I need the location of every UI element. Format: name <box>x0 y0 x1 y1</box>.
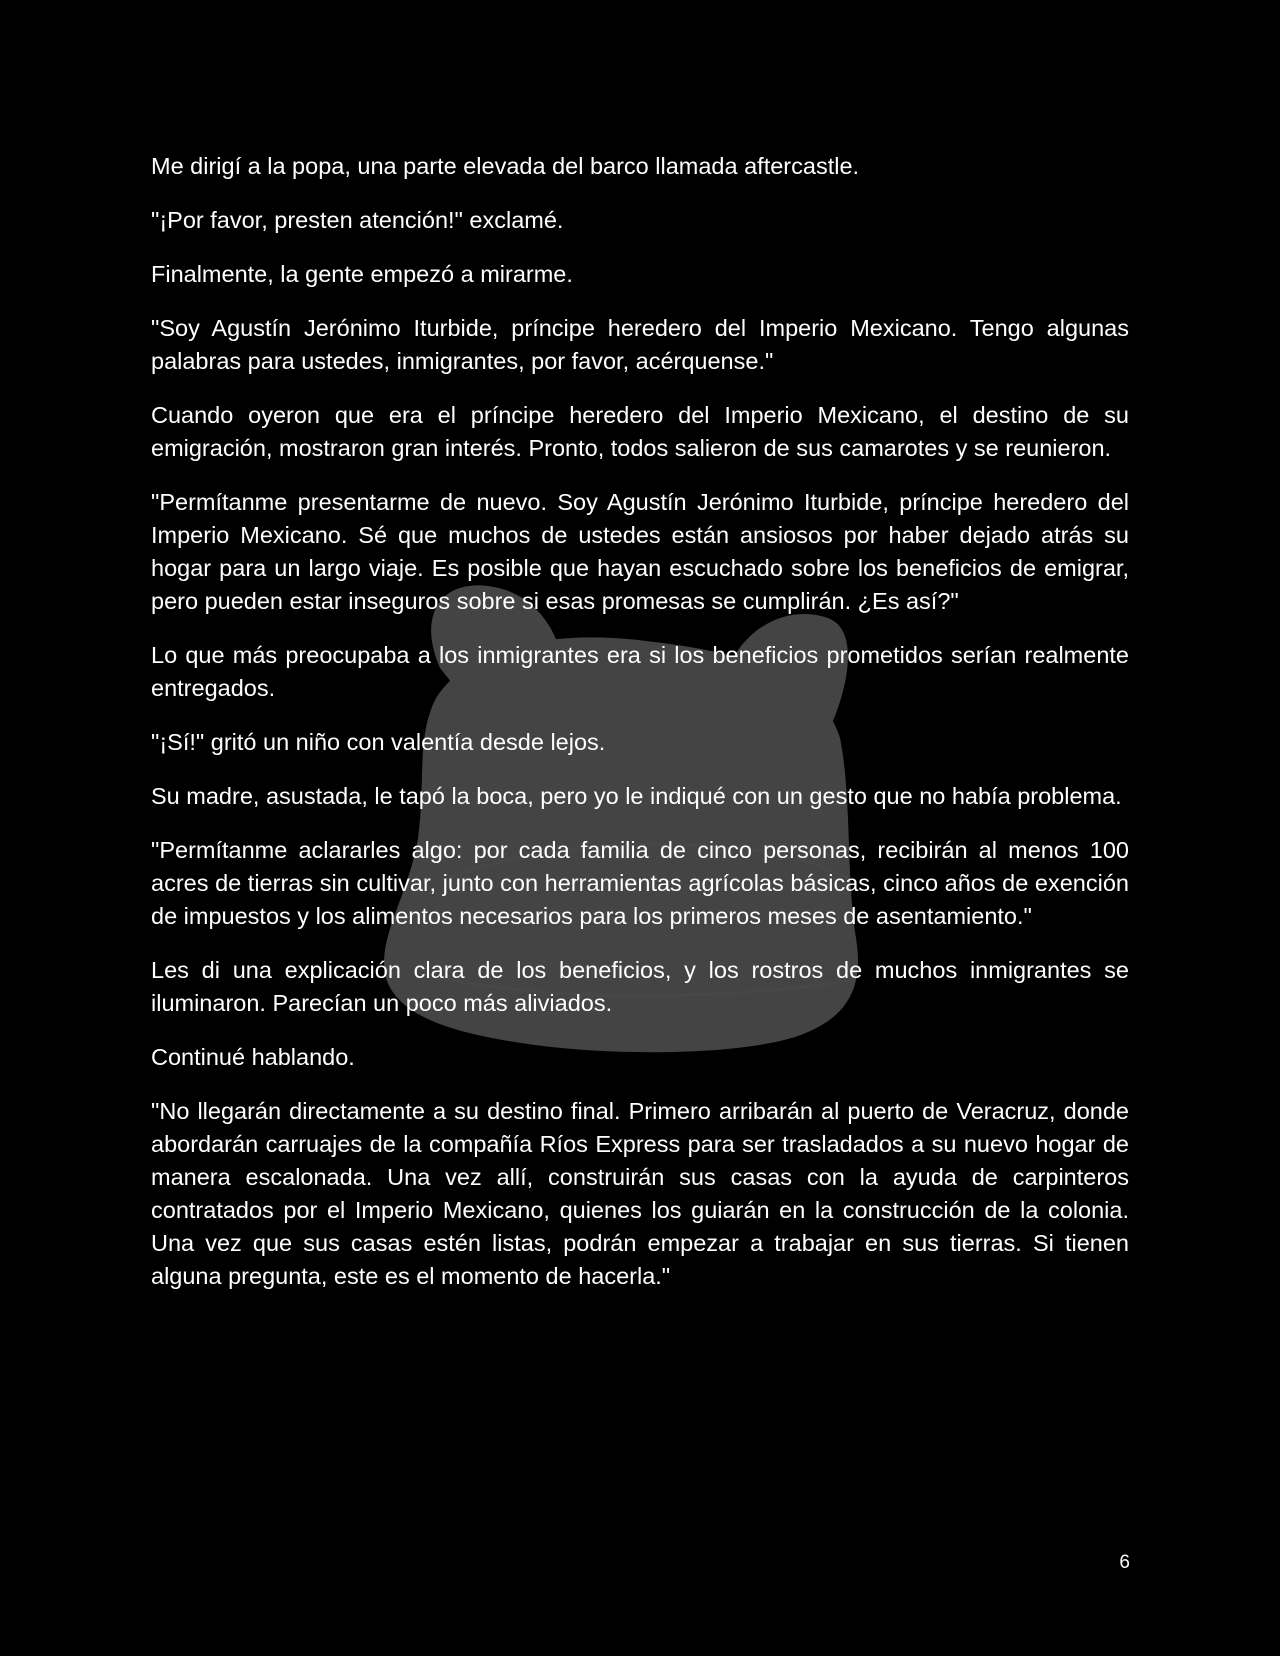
page-number: 6 <box>1119 1552 1130 1573</box>
paragraph: "Permítanme presentarme de nuevo. Soy Agustín Jerónimo Iturbide, príncipe heredero del Imperio Mexicano. Sé que muchos de ustedes están ansiosos por haber dejado atrás su hogar para un largo viaje. Es posible que hayan escuchado sobre los beneficios de emigrar, pero pueden estar inseguros sobre si esas promesas se cumplirán. ¿Es así?" <box>151 489 1129 614</box>
paragraph: "No llegarán directamente a su destino final. Primero arribarán al puerto de Veracruz, donde abordarán carruajes de la compañía Ríos Express para ser trasladados a su nuevo hogar de manera escalonada. Una vez allí, construirán sus casas con la ayuda de carpinteros contratados por el Imperio Mexicano, quienes los guiarán en la construcción de la colonia. Una vez que sus casas estén listas, podrán empezar a trabajar en sus tierras. Si tienen alguna pregunta, este es el momento de hacerla." <box>151 1098 1129 1289</box>
paragraph: "¡Sí!" gritó un niño con valentía desde lejos. <box>151 729 606 755</box>
paragraph: Lo que más preocupaba a los inmigrantes era si los beneficios prometidos serían realmente entregados. <box>151 642 1129 701</box>
paragraph: "Soy Agustín Jerónimo Iturbide, príncipe heredero del Imperio Mexicano. Tengo algunas palabras para ustedes, inmigrantes, por favor, acérquense." <box>151 315 1129 374</box>
paragraph: Continué hablando. <box>151 1044 355 1070</box>
paragraph: Su madre, asustada, le tapó la boca, pero yo le indiqué con un gesto que no había problema. <box>151 783 1122 809</box>
body-text <box>151 150 1129 1314</box>
paragraph: "Permítanme aclararles algo: por cada familia de cinco personas, recibirán al menos 100 acres de tierras sin cultivar, junto con herramientas agrícolas básicas, cinco años de exención de impuestos y los alimentos necesarios para los primeros meses de asentamiento." <box>151 837 1129 929</box>
paragraph: Me dirigí a la popa, una parte elevada del barco llamada aftercastle. <box>151 153 860 179</box>
paragraph: "¡Por favor, presten atención!" exclamé. <box>151 207 564 233</box>
paragraph: Finalmente, la gente empezó a mirarme. <box>151 261 573 287</box>
paragraph: Les di una explicación clara de los beneficios, y los rostros de muchos inmigrantes se iluminaron. Parecían un poco más aliviados. <box>151 957 1129 1016</box>
paragraph: Cuando oyeron que era el príncipe heredero del Imperio Mexicano, el destino de su emigración, mostraron gran interés. Pronto, todos salieron de sus camarotes y se reunieron. <box>151 402 1129 461</box>
